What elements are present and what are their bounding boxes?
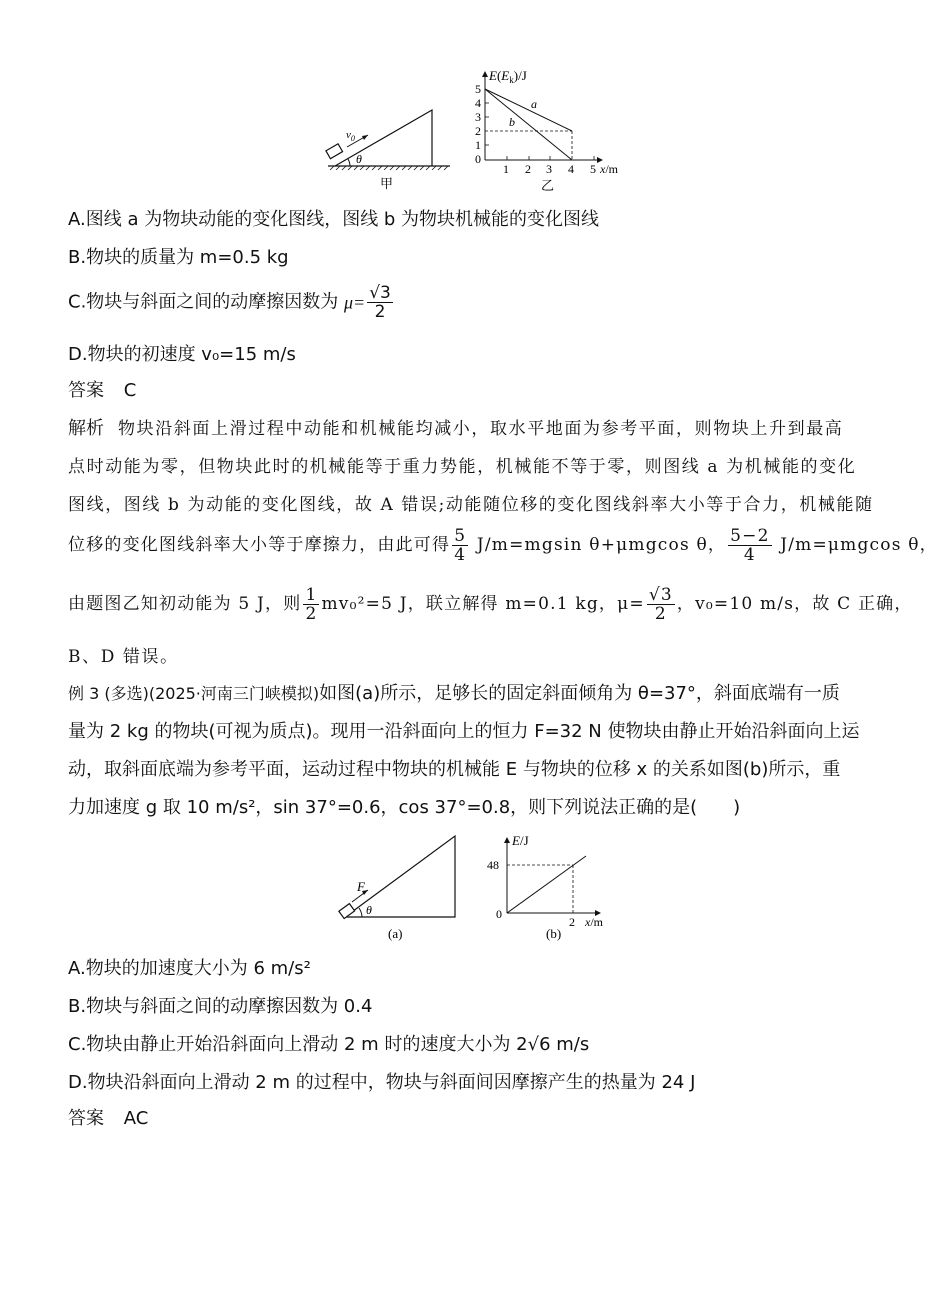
q1-option-c-fraction [367,284,393,321]
incline-diagram-a [339,836,455,919]
solution-text-5a: 由题图乙知初动能为 5 J，则 [68,594,302,614]
example3-line-2: 量为 2 kg 的物块(可视为质点)。现用一沿斜面向上的恒力 F=32 N 使物块由静止开始沿斜面向上运 [68,721,860,742]
ylabel-yi: $E(E_k)/J$ [489,68,527,85]
frac-den: 4 [743,545,756,565]
solution-text-5b: mv₀²=5 J，联立解得 m=0.1 kg，μ= [321,594,645,614]
solution-label: 解析 [68,418,104,439]
xlabel-b: x/m [585,915,603,929]
tick-x-2: 2 [525,162,531,176]
q1-option-b: B.物块的质量为 m=0.5 kg [68,247,289,268]
theta-label: θ [356,152,362,166]
energy-line [507,856,586,913]
solution-line-4 [68,527,938,571]
example3-text-1: 如图(a)所示，足够长的固定斜面倾角为 θ=37°，斜面底端有一质 [319,683,840,704]
example3-source: 例 3 (多选)(2025·河南三门峡模拟) [68,684,320,703]
fraction-5-4 [452,527,468,564]
frac-den: 2 [654,604,667,624]
solution-text-4a: 位移的变化图线斜率大小等于摩擦力，由此可得 [68,535,451,555]
ylabel-b: E/J [512,833,529,848]
q1-option-a: A.图线 a 为物块动能的变化图线，图线 b 为物块机械能的变化图线 [68,209,600,230]
solution-line-6: B、D 错误。 [68,647,179,667]
q2-option-b: B.物块与斜面之间的动摩擦因数为 0.4 [68,996,373,1017]
fraction-sqrt3-2 [647,586,675,623]
answer-value: AC [123,1108,149,1129]
tick-x-1: 1 [503,162,509,176]
tick-x-4: 4 [568,162,574,176]
energy-graph-yi [482,71,603,163]
answer-value: C [123,380,137,401]
caption-yi: 乙 [541,178,555,193]
q2-option-c: C.物块由静止开始沿斜面向上滑动 2 m 时的速度大小为 2√6 m/s [68,1034,590,1055]
fraction-1-2 [303,586,319,623]
example3-line-3: 动，取斜面底端为参考平面，运动过程中物块的机械能 E 与物块的位移 x 的关系如图(b)所示，重 [68,759,841,780]
incline-diagram-jia [326,110,450,170]
tick-y-0: 0 [475,152,481,166]
frac-den: 4 [454,545,467,565]
example3-line-4: 力加速度 g 取 10 m/s²，sin 37°=0.6，cos 37°=0.8，则下列说法正确的是( ) [68,797,741,818]
frac-num: 5−2 [730,526,770,546]
tick-y-4: 4 [475,96,481,110]
tick-x-3: 3 [546,162,552,176]
q1-answer [68,379,136,403]
xlabel-yi: x/m [600,162,618,176]
frac-num: √3 [369,283,391,303]
solution-text-4b: J/m=mgsin θ+μmgcos θ， [470,535,727,555]
tick-origin: 0 [496,907,502,921]
fraction-5-2-4 [728,527,771,564]
frac-num: √3 [648,585,673,605]
theta-label-a: θ [366,903,372,917]
solution-line-5 [68,586,913,632]
force-label: F [357,879,365,894]
tick-x-2: 2 [569,915,575,929]
q1-option-c [68,284,395,330]
q2-option-a: A.物块的加速度大小为 6 m/s² [68,958,311,979]
solution-line-3: 图线，图线 b 为动能的变化图线，故 A 错误;动能随位移的变化图线斜率大小等于合力，机械能随 [68,495,874,515]
line-a-label: a [531,97,537,111]
tick-y-1: 1 [475,138,481,152]
q1-option-c-mu: μ= [344,292,366,313]
answer-label: 答案 [68,380,104,401]
solution-line-1 [68,417,843,441]
solution-line-2: 点时动能为零，但物块此时的机械能等于重力势能，机械能不等于零，则图线 a 为机械能的变化 [68,457,857,477]
q1-option-d: D.物块的初速度 v₀=15 m/s [68,344,296,365]
q2-option-d: D.物块沿斜面向上滑动 2 m 的过程中，物块与斜面间因摩擦产生的热量为 24 J [68,1072,696,1093]
answer-label: 答案 [68,1108,104,1129]
frac-den: 2 [305,604,318,624]
caption-a: (a) [388,926,403,941]
v0-label: $v_0$ [346,129,355,143]
frac-num: 1 [305,585,318,605]
solution-text-5c: ，v₀=10 m/s，故 C 正确， [676,594,913,614]
line-b-label: b [509,115,515,129]
tick-y-48: 48 [487,858,499,872]
solution-text-4c: J/m=μmgcos θ， [773,535,938,555]
figure-2 [0,828,950,948]
energy-graph-b [504,837,601,916]
caption-jia: 甲 [380,176,394,191]
example3-line-1 [68,682,840,706]
tick-y-2: 2 [475,124,481,138]
tick-x-5: 5 [590,162,596,176]
q2-answer [68,1107,148,1131]
frac-num: 5 [454,526,467,546]
q1-option-c-text: C.物块与斜面之间的动摩擦因数为 [68,291,345,313]
frac-den: 2 [374,302,386,322]
tick-y-5: 5 [475,82,481,96]
solution-text-1: 物块沿斜面上滑过程中动能和机械能均减小，取水平地面为参考平面，则物块上升到最高 [118,419,844,439]
caption-b: (b) [546,926,562,941]
tick-y-3: 3 [475,110,481,124]
